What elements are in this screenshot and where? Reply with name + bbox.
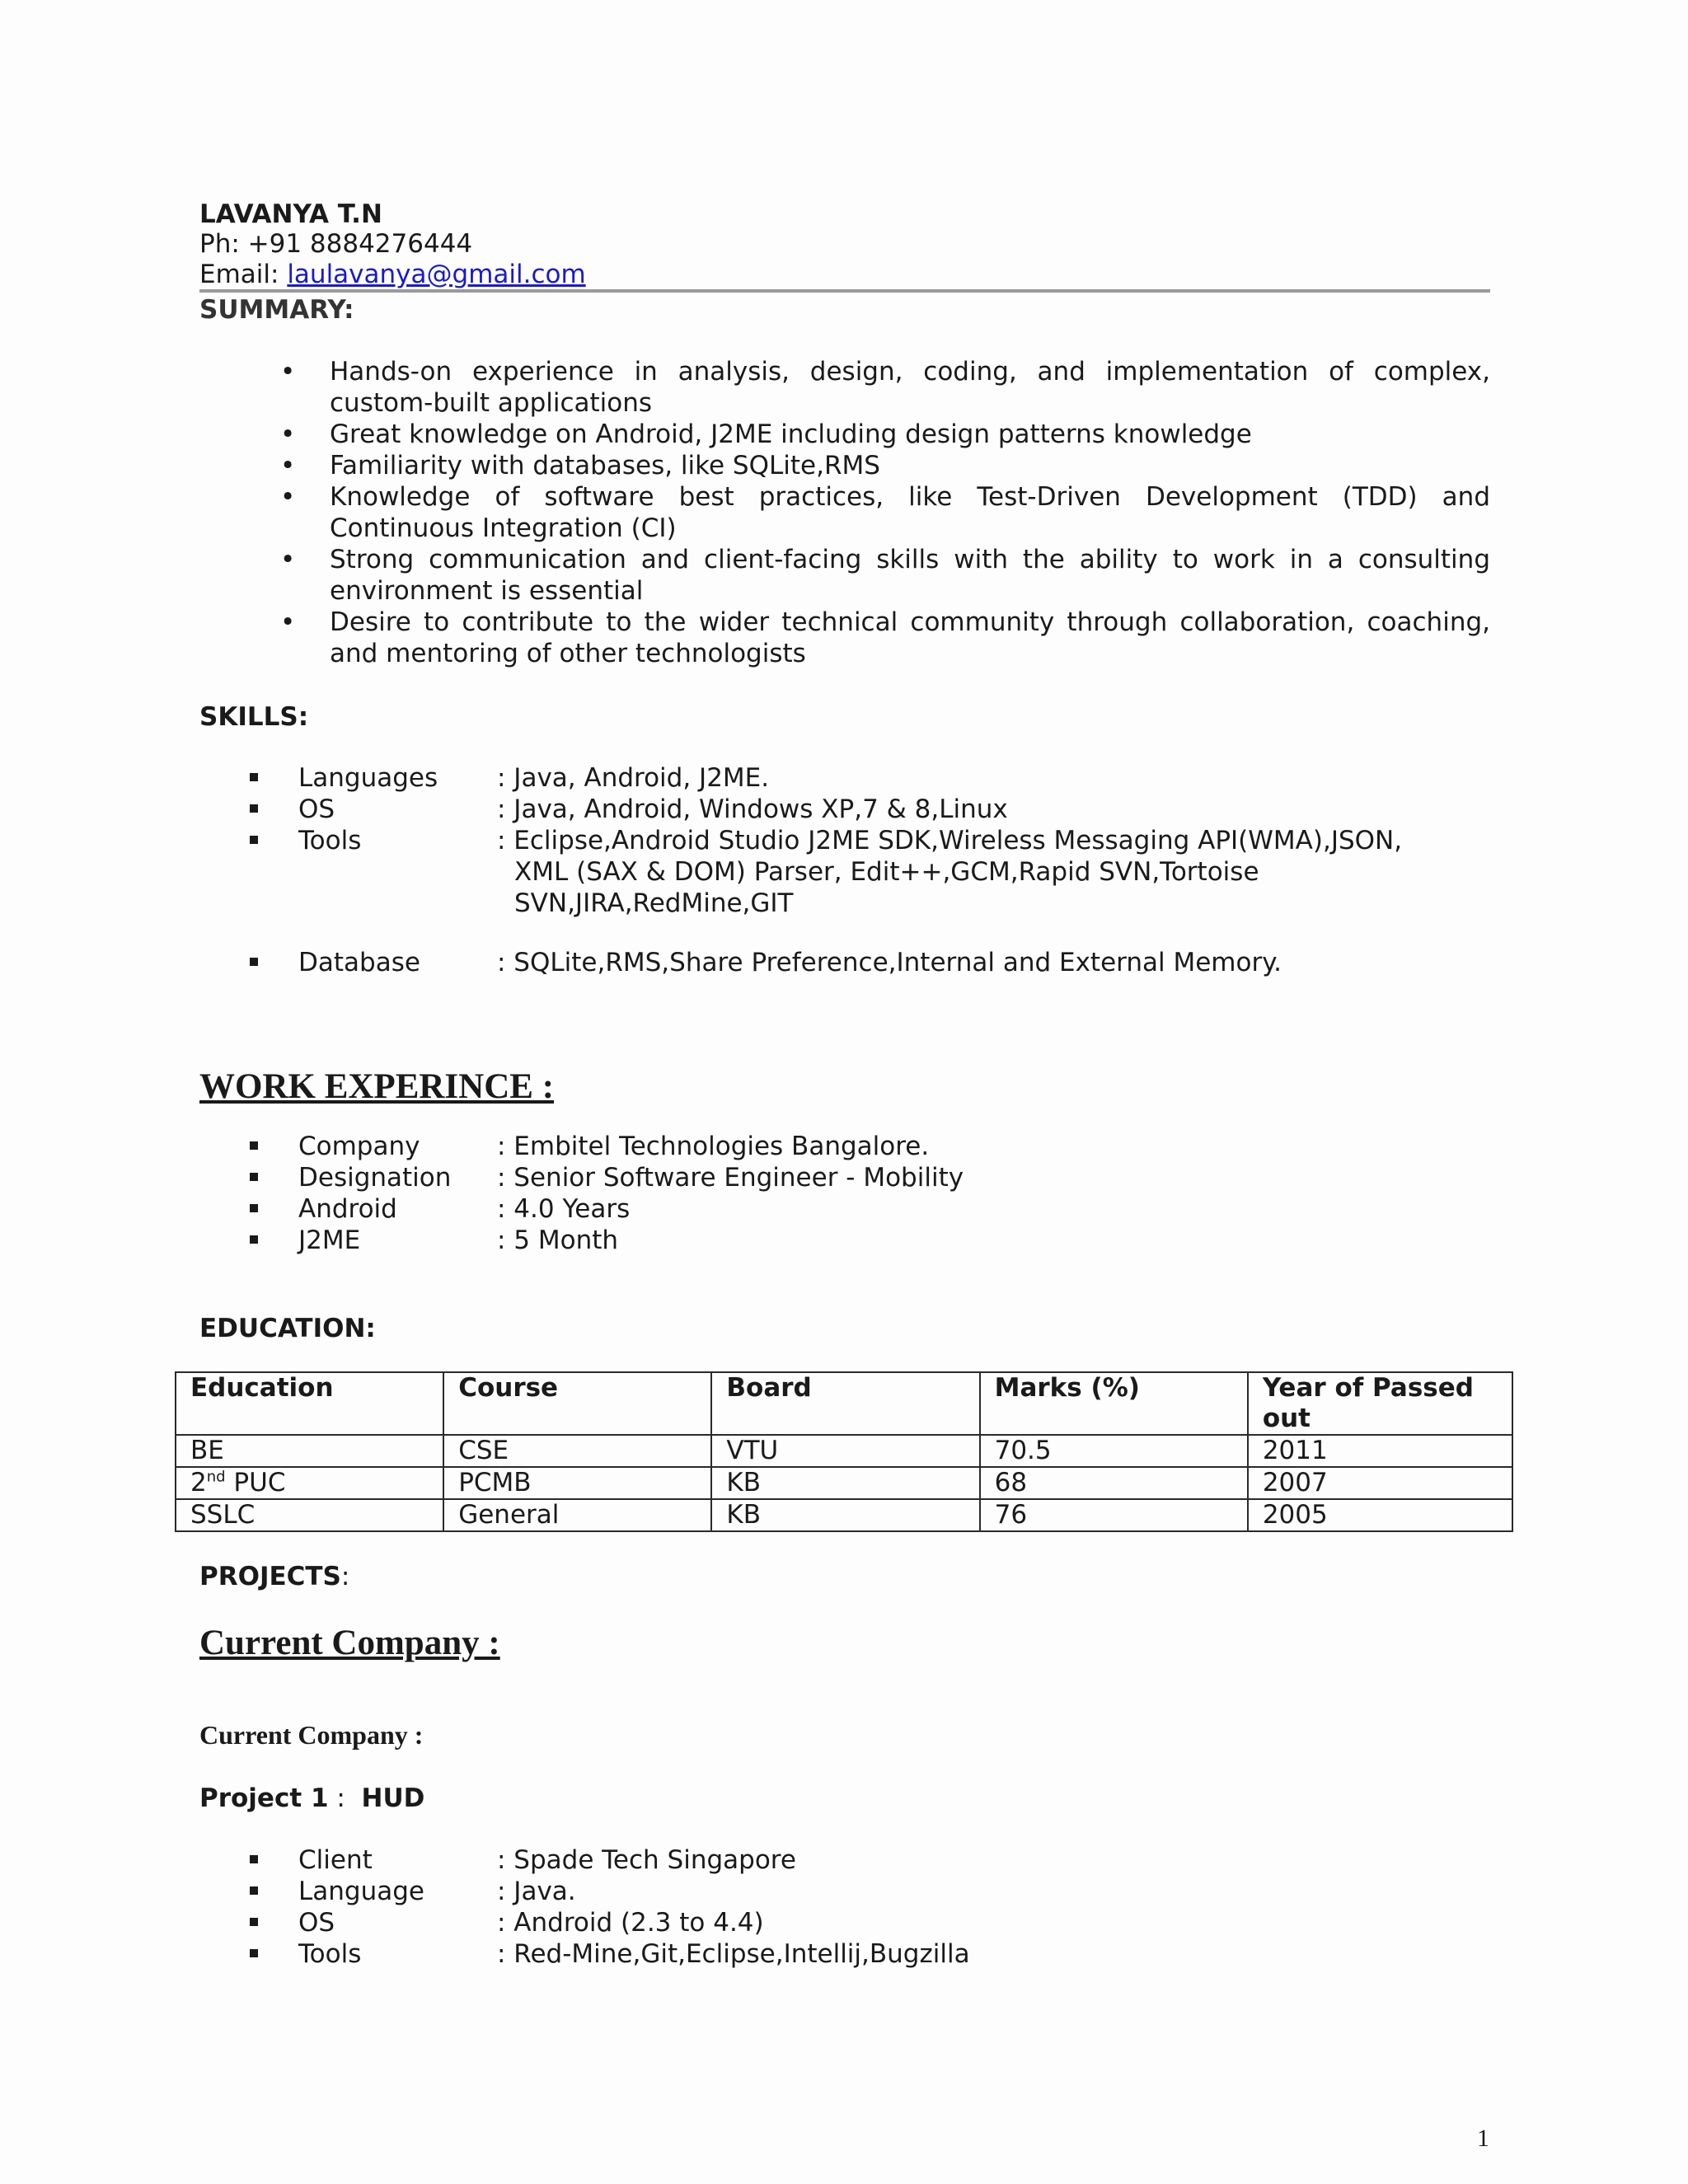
bullet-dot: •	[280, 451, 296, 480]
list-item: • Knowledge of software best practices, like Test-Driven Development (TDD) and Continuous Integration (CI)	[280, 482, 1490, 543]
column-header: Course	[443, 1372, 711, 1435]
bullet-dot: •	[280, 545, 296, 574]
table-cell: 2005	[1248, 1499, 1512, 1531]
list-item: • Desire to contribute to the wider technical community through collaboration, coaching, and mentoring of other technologists	[280, 607, 1490, 668]
list-item: • Strong communication and client-facing skills with the ability to work in a consulting environment is essential	[280, 545, 1490, 606]
summary-heading: SUMMARY:	[199, 295, 354, 325]
bullet-square	[250, 1886, 258, 1895]
bullet-square	[250, 773, 258, 781]
table-cell: 2nd PUC	[176, 1467, 443, 1499]
table-row	[176, 1435, 1512, 1467]
bullet-square	[250, 836, 258, 844]
project-title: Project 1 : HUD	[199, 1783, 425, 1813]
list-item: • Familiarity with databases, like SQLite,RMS	[280, 451, 880, 480]
list-item: • Hands-on experience in analysis, design, coding, and implementation of complex, custom-built applications	[280, 357, 1490, 418]
column-header: Year of Passed out	[1248, 1372, 1512, 1435]
education-heading: EDUCATION:	[199, 1314, 376, 1343]
table-cell: CSE	[443, 1435, 711, 1467]
bullet-square	[250, 1918, 258, 1926]
table-cell: 2011	[1248, 1435, 1512, 1467]
projects-heading: PROJECTS:	[199, 1562, 350, 1591]
table-row	[176, 1467, 1512, 1499]
email-link[interactable]: laulavanya@gmail.com	[287, 260, 586, 289]
bullet-dot: •	[280, 419, 296, 449]
header-divider	[199, 289, 1490, 293]
bullet-dot: •	[280, 482, 296, 512]
table-cell: VTU	[711, 1435, 979, 1467]
bullet-square	[250, 1204, 258, 1212]
page-number: 1	[1477, 2125, 1489, 2152]
bullet-square	[250, 1173, 258, 1181]
email-label: Email:	[199, 260, 288, 289]
column-header: Education	[176, 1372, 443, 1435]
table-cell: PCMB	[443, 1467, 711, 1499]
work-experience-heading: WORK EXPERINCE :	[199, 1067, 555, 1106]
education-table	[175, 1371, 1513, 1532]
bullet-square	[250, 1855, 258, 1863]
table-cell: 70.5	[980, 1435, 1248, 1467]
table-row	[176, 1499, 1512, 1531]
bullet-square	[250, 958, 258, 966]
bullet-square	[250, 1141, 258, 1150]
bullet-dot: •	[280, 607, 296, 637]
table-cell: 68	[980, 1467, 1248, 1499]
bullet-dot: •	[280, 357, 296, 387]
bullet-square	[250, 1949, 258, 1957]
list-item: • Great knowledge on Android, J2ME including design patterns knowledge	[280, 419, 1252, 449]
current-company-heading: Current Company :	[199, 1624, 500, 1662]
table-cell: BE	[176, 1435, 443, 1467]
email-line	[199, 259, 586, 290]
column-header: Marks (%)	[980, 1372, 1248, 1435]
table-cell: General	[443, 1499, 711, 1531]
summary-list	[280, 356, 1490, 669]
column-header: Board	[711, 1372, 979, 1435]
table-cell: 2007	[1248, 1467, 1512, 1499]
table-header-row	[176, 1372, 1512, 1435]
bullet-square	[250, 1235, 258, 1244]
table-cell: KB	[711, 1499, 979, 1531]
phone-number: Ph: +91 8884276444	[199, 229, 473, 259]
current-company-subheading: Current Company :	[199, 1720, 424, 1750]
table-cell: 76	[980, 1499, 1248, 1531]
bullet-square	[250, 804, 258, 813]
candidate-name: LAVANYA T.N	[199, 199, 382, 229]
table-cell: KB	[711, 1467, 979, 1499]
resume-page: LAVANYA T.N Ph: +91 8884276444 Email: laulavanya@gmail.com SUMMARY: • Hands-on experience in analysis, design, coding, and implementation of complex, custom-built applications • Great knowledge on Android, J2ME including design patterns knowledge • Familiarity with databases, like SQLite,RMS • Knowledge of software best practices, like Test-Driven Development (TDD) and Continuous Integration (CI) • Strong communication and client-facing skills with the ability to work in a consulting environment is essential • Desire to contribute to the wider technical community through collaboration, coaching, and mentoring of other technologists SKILLS: Languages : Java, Android, J2ME. OS : Java, Android, Windows XP,7 & 8,Linux Tools : Eclipse,Android Studio J2ME SDK,Wireless Messaging API(WMA),JSON, XML (SAX & DOM) Parser, Edit++,GCM,Rapid SVN,Tortoise SVN,JIRA,RedMine,GIT Database : SQLite,RMS,Share Preference,Internal and External Memory. WORK EXPERINCE : Company : Embitel Technologies Bangalore. Designation : Senior Software Engineer - Mobility Android : 4.0 Years J2ME : 5 Month EDUCATION: Education Course Board Marks (%) Year of Passed out BE CSE VTU 70.5 2011 2nd PUC PCMB KB 68 2007 SSLC General KB 76 2005 PROJECTS: Current Company : Current Company : Project 1 : HUD Client : Spade Tech Singapore Language : Java. OS : Android (2.3 to 4.4) Tools : Red-Mine,Git,Eclipse,Intellij,Bugzilla 1	[0, 0, 1688, 2184]
table-cell: SSLC	[176, 1499, 443, 1531]
skills-heading: SKILLS:	[199, 702, 309, 732]
